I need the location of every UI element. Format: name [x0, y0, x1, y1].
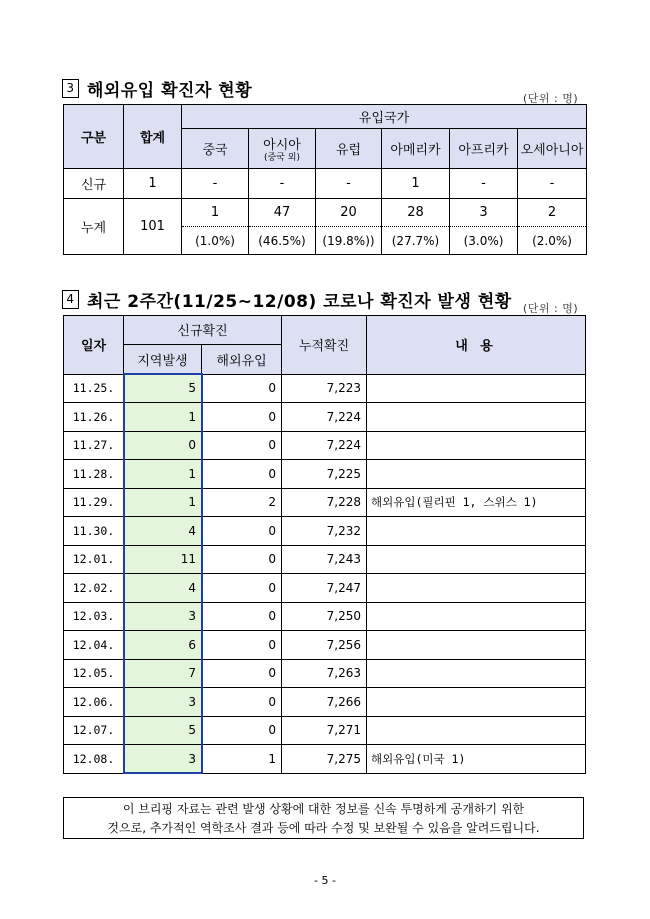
row-date: 11.27.: [64, 431, 124, 460]
row-local: 1: [124, 488, 202, 517]
row-cumulative: 7,250: [282, 602, 367, 631]
overseas-inflow-table: [63, 104, 587, 255]
row-content: [367, 574, 586, 603]
header-date: 일자: [64, 316, 124, 375]
row-date: 12.06.: [64, 688, 124, 717]
row-local: 0: [124, 431, 202, 460]
row-overseas: 0: [202, 517, 282, 546]
row-content: 해외유입(미국 1): [367, 745, 586, 774]
cum-value-europe: 20: [316, 199, 382, 227]
row-content: [367, 688, 586, 717]
section3-title-text: 해외유입 확진자 현황: [87, 81, 253, 101]
row-content: [367, 460, 586, 489]
table-row: [64, 716, 586, 745]
cum-pct-oceania: (2.0%): [518, 227, 587, 255]
header-country-america: 아메리카: [382, 129, 450, 169]
row-overseas: 0: [202, 403, 282, 432]
header-country-asia-label: 아시아: [263, 138, 301, 153]
row-overseas: 0: [202, 688, 282, 717]
row-overseas: 2: [202, 488, 282, 517]
row-overseas: 0: [202, 460, 282, 489]
row-date: 12.05.: [64, 659, 124, 688]
row-content: 해외유입(필리핀 1, 스위스 1): [367, 488, 586, 517]
row-overseas: 0: [202, 631, 282, 660]
page-number: - 5 -: [314, 874, 336, 887]
row-local: 1: [124, 460, 202, 489]
row-local: 3: [124, 602, 202, 631]
table-row: [64, 517, 586, 546]
row-overseas: 1: [202, 745, 282, 774]
table-row: [64, 460, 586, 489]
new-value-africa: -: [450, 169, 518, 199]
row-local: 4: [124, 517, 202, 546]
table-row: [64, 659, 586, 688]
header-content: 내 용: [367, 316, 586, 375]
new-value-asia: -: [249, 169, 316, 199]
row-content: [367, 545, 586, 574]
row-local: 7: [124, 659, 202, 688]
new-value-america: 1: [382, 169, 450, 199]
row-local: 5: [124, 374, 202, 403]
row-cumulative: 7,266: [282, 688, 367, 717]
row-local: 6: [124, 631, 202, 660]
cum-value-asia: 47: [249, 199, 316, 227]
new-total: 1: [124, 169, 182, 199]
two-week-status-table: [63, 315, 586, 774]
table-row: [64, 574, 586, 603]
header-local: 지역발생: [124, 344, 202, 374]
notice-line-2: 것으로, 추가적인 역학조사 결과 등에 따라 수정 및 보완될 수 있음을 알려드립니다.: [107, 821, 540, 835]
header-cumulative: 누적확진: [282, 316, 367, 375]
row-content: [367, 431, 586, 460]
cum-value-africa: 3: [450, 199, 518, 227]
row-local: 4: [124, 574, 202, 603]
row-cumulative: 7,224: [282, 431, 367, 460]
cum-value-china: 1: [182, 199, 249, 227]
table-row: [64, 488, 586, 517]
cum-value-america: 28: [382, 199, 450, 227]
header-country-asia: [249, 129, 316, 169]
row-cumulative: 7,243: [282, 545, 367, 574]
row-content: [367, 602, 586, 631]
table-row: [64, 745, 586, 774]
new-value-china: -: [182, 169, 249, 199]
section4-number: 4: [62, 290, 79, 309]
row-content: [367, 631, 586, 660]
section4-unit: (단위 : 명): [523, 302, 579, 315]
header-new-group: 신규확진: [124, 316, 282, 345]
header-country-europe: 유럽: [316, 129, 382, 169]
section3-unit: (단위 : 명): [523, 92, 579, 105]
notice-line-1: 이 브리핑 자료는 관련 발생 상황에 대한 정보를 신속 투명하게 공개하기 위한: [122, 802, 525, 816]
row-date: 11.29.: [64, 488, 124, 517]
header-country-oceania: 오세아니아: [518, 129, 587, 169]
row-local: 5: [124, 716, 202, 745]
new-value-europe: -: [316, 169, 382, 199]
row-content: [367, 374, 586, 403]
row-overseas: 0: [202, 574, 282, 603]
table-row: [64, 602, 586, 631]
row-cumulative: 7,223: [282, 374, 367, 403]
row-label-cumulative: 누계: [64, 199, 124, 255]
row-content: [367, 517, 586, 546]
section4-title: [62, 287, 512, 312]
cum-pct-america: (27.7%): [382, 227, 450, 255]
row-date: 11.26.: [64, 403, 124, 432]
row-overseas: 0: [202, 374, 282, 403]
row-overseas: 0: [202, 431, 282, 460]
row-overseas: 0: [202, 602, 282, 631]
section3-title: [62, 76, 252, 101]
row-content: [367, 659, 586, 688]
row-local: 1: [124, 403, 202, 432]
cum-pct-asia: (46.5%): [249, 227, 316, 255]
cum-pct-europe: (19.8%)): [316, 227, 382, 255]
row-cumulative: 7,228: [282, 488, 367, 517]
row-cumulative: 7,224: [282, 403, 367, 432]
row-date: 12.04.: [64, 631, 124, 660]
row-date: 12.07.: [64, 716, 124, 745]
row-local: 3: [124, 688, 202, 717]
table-row: [64, 403, 586, 432]
row-cumulative: 7,256: [282, 631, 367, 660]
row-date: 12.01.: [64, 545, 124, 574]
row-cumulative: 7,232: [282, 517, 367, 546]
row-overseas: 0: [202, 545, 282, 574]
row-date: 12.02.: [64, 574, 124, 603]
row-date: 11.28.: [64, 460, 124, 489]
row-cumulative: 7,275: [282, 745, 367, 774]
row-local: 3: [124, 745, 202, 774]
notice-box: [63, 797, 584, 839]
new-value-oceania: -: [518, 169, 587, 199]
row-date: 11.30.: [64, 517, 124, 546]
cum-pct-china: (1.0%): [182, 227, 249, 255]
row-cumulative: 7,271: [282, 716, 367, 745]
row-label-new: 신규: [64, 169, 124, 199]
table-row: [64, 431, 586, 460]
header-country-asia-note: (중국 외): [264, 153, 300, 163]
table-row: [64, 631, 586, 660]
row-cumulative: 7,225: [282, 460, 367, 489]
cumulative-total: 101: [124, 199, 182, 255]
table-row: [64, 688, 586, 717]
header-country-africa: 아프리카: [450, 129, 518, 169]
row-overseas: 0: [202, 716, 282, 745]
table-row-new: [64, 169, 587, 199]
row-content: [367, 403, 586, 432]
table-row-cumulative: [64, 199, 587, 227]
section3-number: 3: [62, 79, 79, 98]
section4-title-text: 최근 2주간(11/25~12/08) 코로나 확진자 발생 현황: [87, 292, 512, 312]
table-row: [64, 545, 586, 574]
row-cumulative: 7,263: [282, 659, 367, 688]
header-category: 구분: [64, 105, 124, 169]
cum-pct-africa: (3.0%): [450, 227, 518, 255]
row-date: 12.08.: [64, 745, 124, 774]
table-row: [64, 374, 586, 403]
row-cumulative: 7,247: [282, 574, 367, 603]
row-content: [367, 716, 586, 745]
header-country-china: 중국: [182, 129, 249, 169]
header-overseas: 해외유입: [202, 344, 282, 374]
cum-value-oceania: 2: [518, 199, 587, 227]
row-date: 11.25.: [64, 374, 124, 403]
header-country-group: 유입국가: [182, 105, 587, 129]
row-overseas: 0: [202, 659, 282, 688]
row-local: 11: [124, 545, 202, 574]
header-total: 합계: [124, 105, 182, 169]
row-date: 12.03.: [64, 602, 124, 631]
